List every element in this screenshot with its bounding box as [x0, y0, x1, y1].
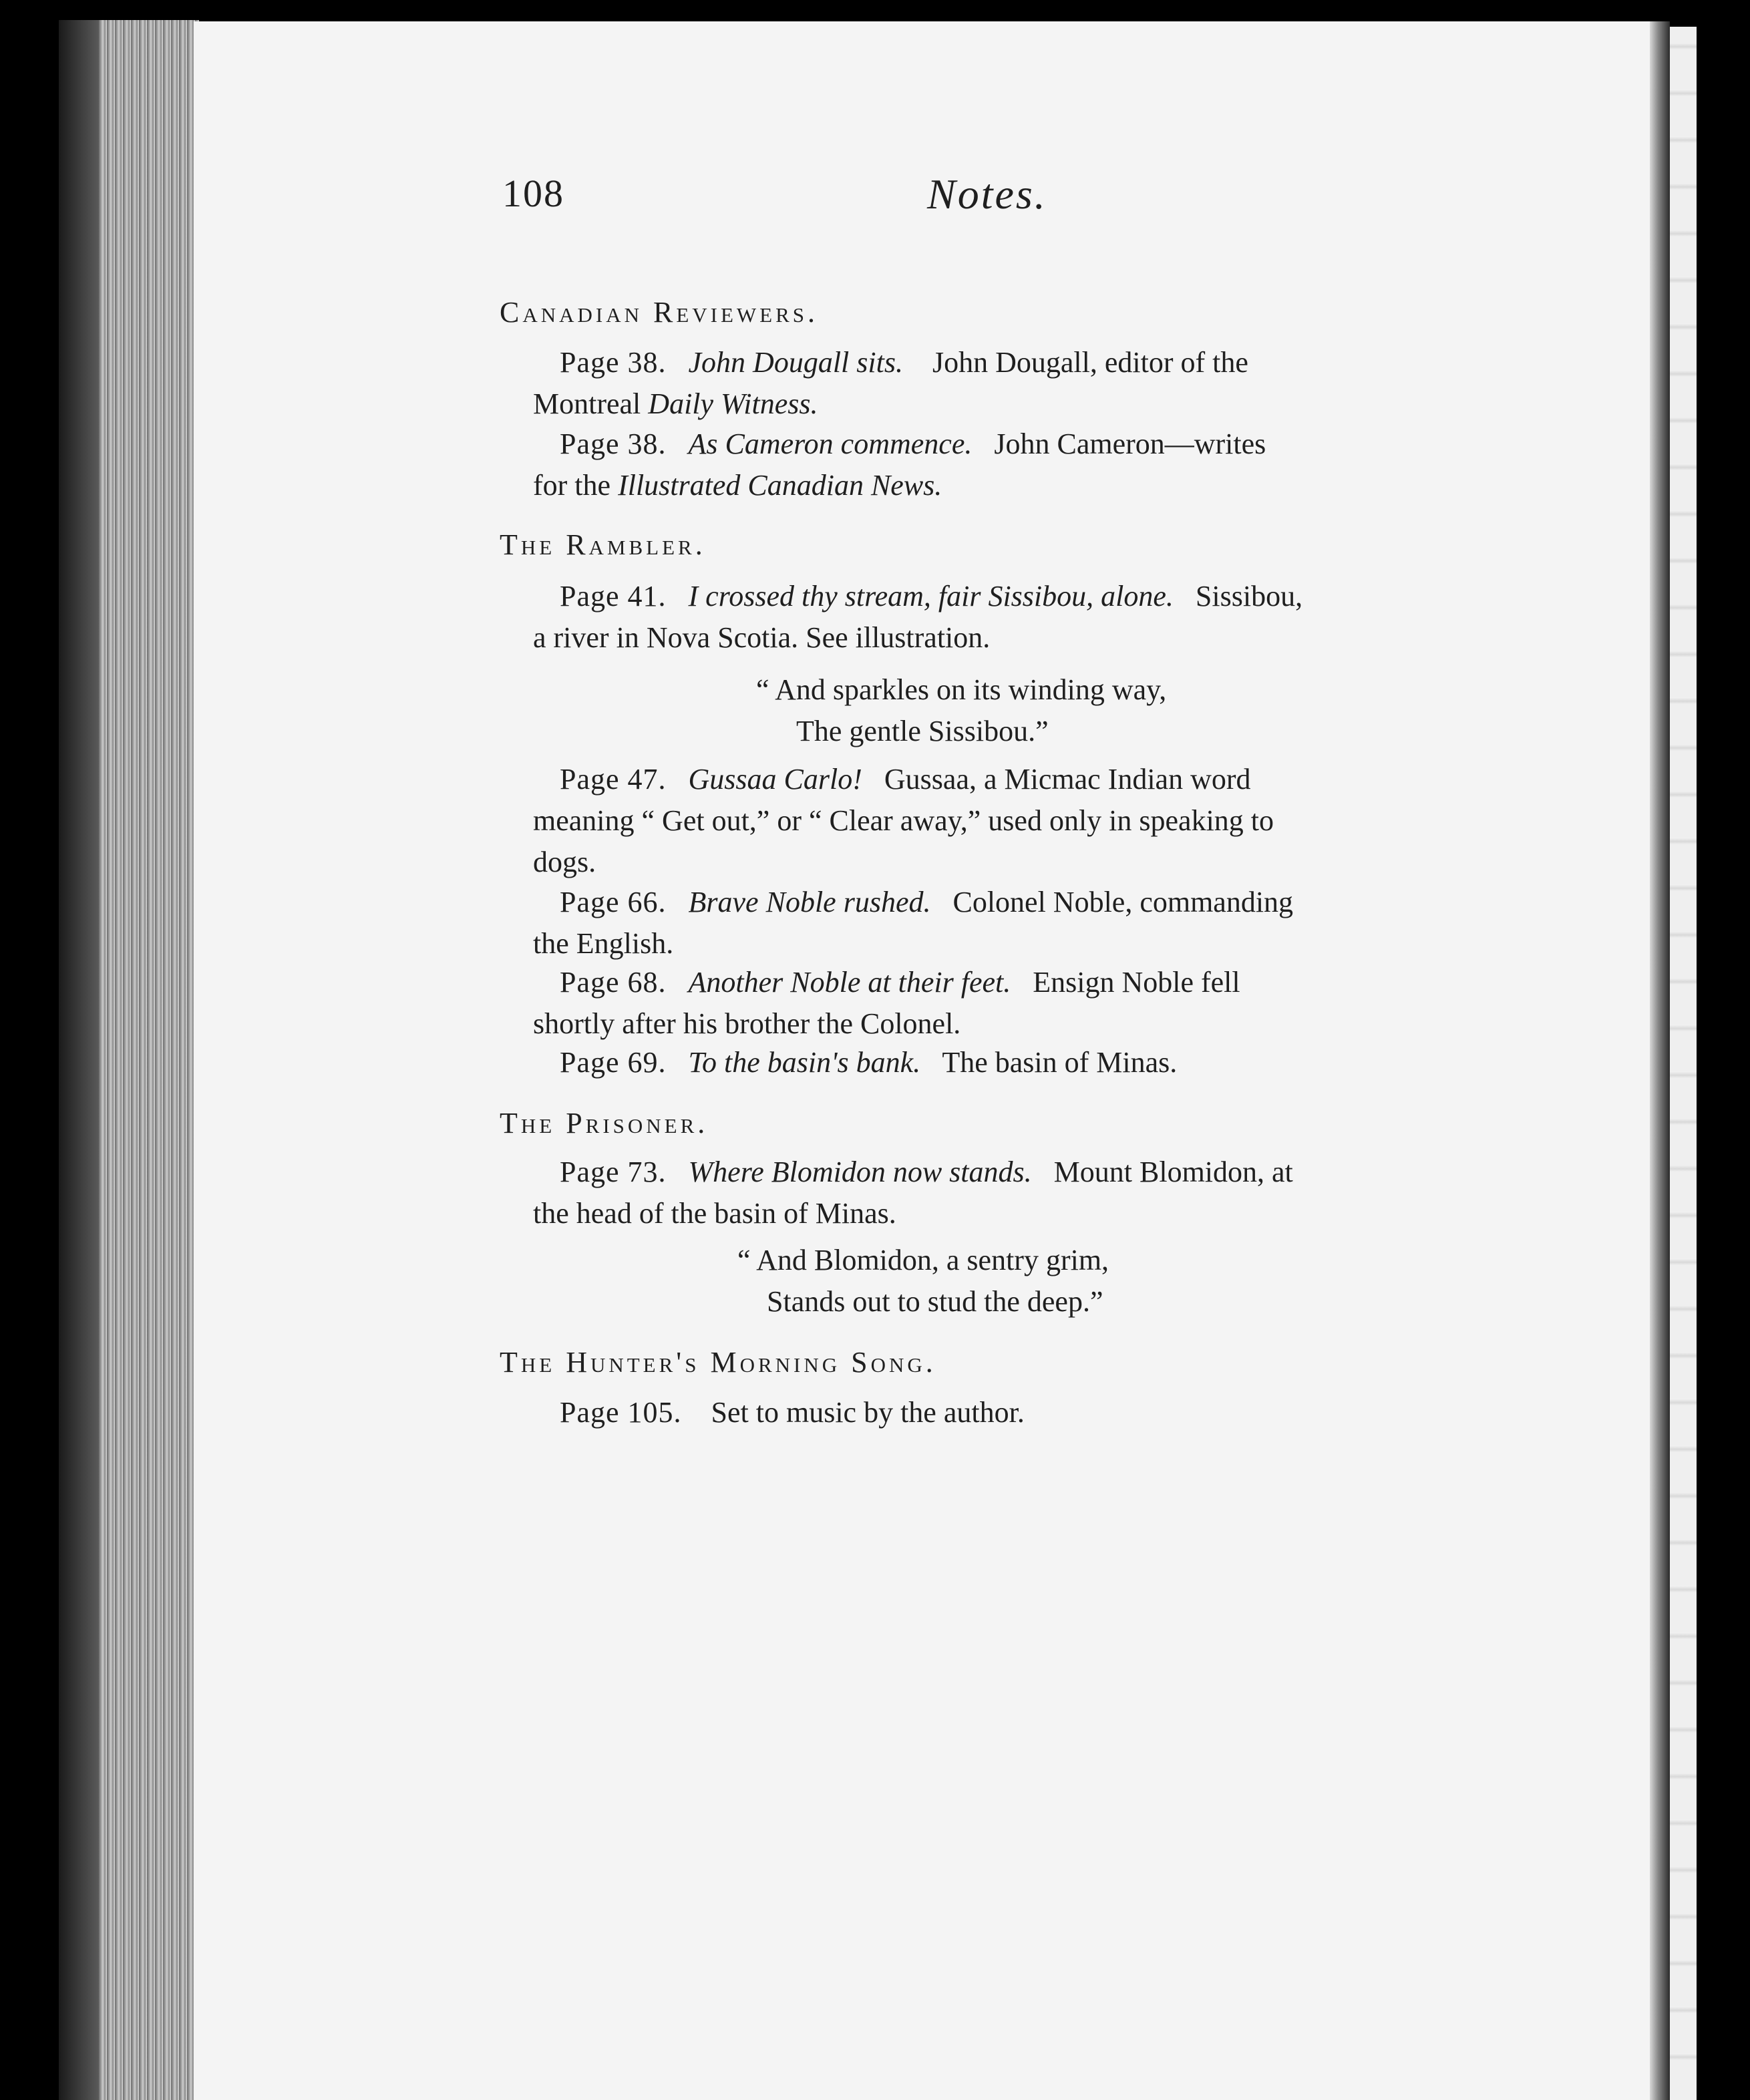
note-gloss: Set to music by the author. — [711, 1396, 1025, 1429]
page-number: 108 — [502, 172, 564, 215]
note-gloss: John Dougall, editor of the — [932, 346, 1248, 379]
note-quote: As Cameron commence. — [688, 427, 973, 460]
note-quote: I crossed thy stream, fair Sissibou, alone. — [688, 580, 1174, 612]
verse-line: The gentle Sissibou.” — [796, 715, 1049, 747]
note-quote: To the basin's bank. — [688, 1046, 921, 1079]
note-page-ref: Page 105. — [560, 1396, 682, 1429]
note-gloss: Colonel Noble, commanding — [952, 886, 1294, 918]
note-page-ref: Page 47. — [560, 763, 667, 796]
note-first-line — [560, 1042, 1485, 1083]
note-quote: Brave Noble rushed. — [688, 886, 931, 918]
note-continuation — [533, 465, 1485, 506]
section-heading-the-rambler: The Rambler. — [500, 528, 706, 561]
note-page-ref: Page 38. — [560, 346, 667, 379]
note-page-ref: Page 68. — [560, 966, 667, 999]
note-gloss: Sissibou, — [1195, 580, 1303, 612]
note-gloss-cont: for the — [533, 469, 619, 502]
verse-quotation-sissibou — [756, 669, 1166, 752]
note-continuation: meaning “ Get out,” or “ Clear away,” used only in speaking to — [533, 804, 1274, 837]
note-continuation — [533, 383, 1485, 425]
note-gloss-cont-italic: Daily Witness. — [648, 387, 818, 420]
note-continuation: shortly after his brother the Colonel. — [533, 1007, 961, 1040]
note-page-68 — [533, 962, 1485, 1045]
note-first-line — [560, 759, 1485, 800]
note-gloss: John Cameron—writes — [994, 427, 1266, 460]
verse-line: Stands out to stud the deep.” — [767, 1285, 1103, 1318]
running-head: Notes. — [927, 170, 1047, 218]
note-first-line — [560, 1392, 1485, 1433]
note-quote: Gussaa Carlo! — [688, 763, 862, 796]
note-gloss-cont: Montreal — [533, 387, 649, 420]
note-quote: John Dougall sits. — [688, 346, 903, 379]
note-page-38-dougall — [533, 342, 1485, 425]
note-continuation: the head of the basin of Minas. — [533, 1197, 896, 1230]
note-page-66 — [533, 882, 1485, 965]
note-page-41 — [533, 576, 1485, 659]
note-page-ref: Page 41. — [560, 580, 667, 612]
note-gloss: Gussaa, a Micmac Indian word — [884, 763, 1251, 796]
verse-line: “ And sparkles on its winding way, — [756, 673, 1167, 706]
note-first-line — [560, 882, 1485, 923]
note-page-47 — [533, 759, 1485, 883]
note-quote: Another Noble at their feet. — [688, 966, 1011, 999]
verse-line: “ And Blomidon, a sentry grim, — [737, 1244, 1109, 1276]
verse-quotation-blomidon — [737, 1240, 1109, 1323]
section-heading-the-prisoner: The Prisoner. — [500, 1107, 709, 1140]
note-first-line — [560, 342, 1485, 383]
note-page-38-cameron — [533, 423, 1485, 506]
section-heading-hunters-morning-song: The Hunter's Morning Song. — [500, 1346, 936, 1379]
note-page-ref: Page 66. — [560, 886, 667, 918]
section-heading-canadian-reviewers: Canadian Reviewers. — [500, 296, 819, 329]
note-continuation: the English. — [533, 927, 674, 960]
note-page-105 — [560, 1392, 1485, 1433]
note-gloss: Mount Blomidon, at — [1053, 1156, 1293, 1188]
note-continuation: a river in Nova Scotia. See illustration. — [533, 621, 991, 654]
note-first-line — [560, 423, 1485, 465]
note-first-line — [560, 1152, 1485, 1193]
note-page-73 — [533, 1152, 1485, 1234]
note-quote: Where Blomidon now stands. — [688, 1156, 1032, 1188]
note-page-ref: Page 73. — [560, 1156, 667, 1188]
note-page-ref: Page 38. — [560, 427, 667, 460]
note-first-line — [560, 962, 1485, 1003]
note-first-line — [560, 576, 1485, 617]
note-gloss-cont-italic: Illustrated Canadian News. — [618, 469, 942, 502]
note-gloss: Ensign Noble fell — [1033, 966, 1240, 999]
note-continuation: dogs. — [533, 846, 596, 878]
note-page-69 — [560, 1042, 1485, 1083]
note-gloss: The basin of Minas. — [942, 1046, 1178, 1079]
note-page-ref: Page 69. — [560, 1046, 667, 1079]
